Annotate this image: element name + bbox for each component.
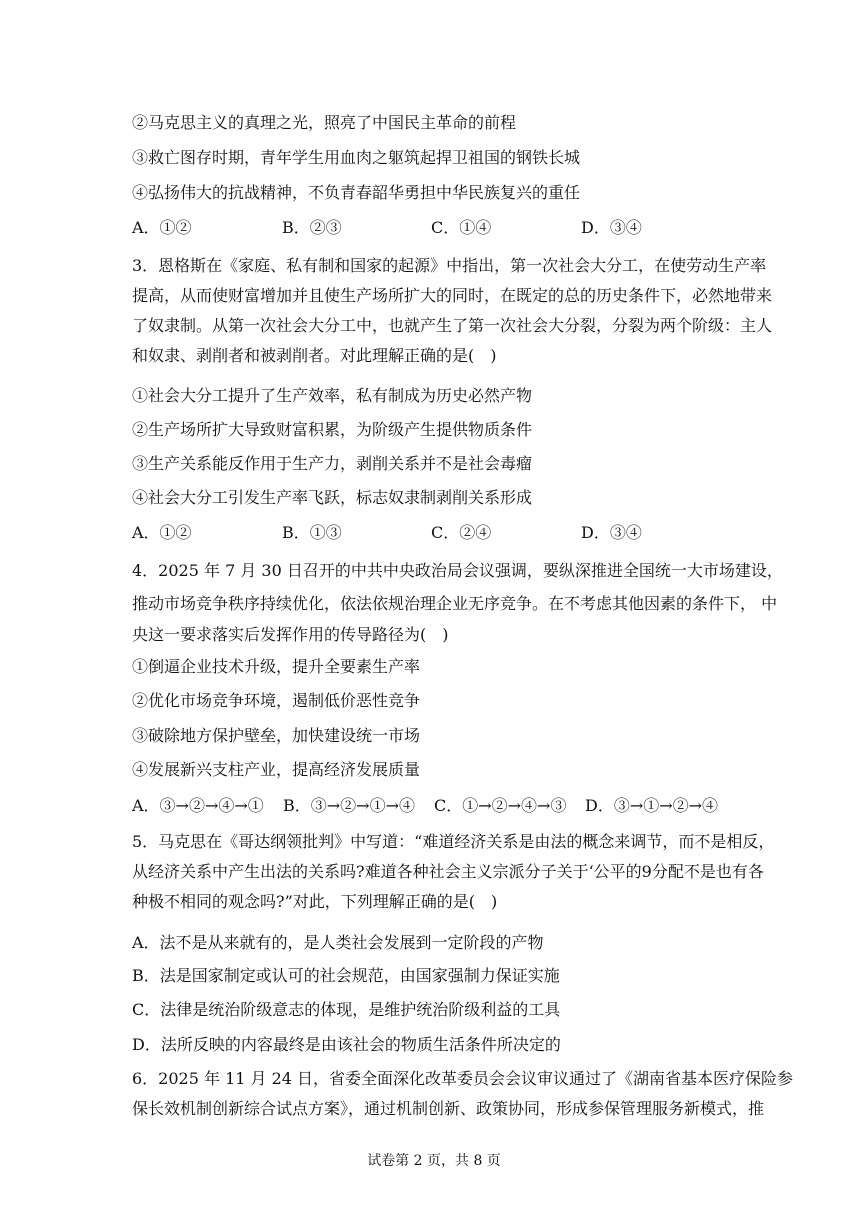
q5-option-a: A．法不是从来就有的，是人类社会发展到一定阶段的产物	[132, 933, 544, 952]
q5-stem-line-1: 5．马克思在《哥达纲领批判》中写道：“难道经济关系是由法的概念来调节，而不是相反，	[132, 832, 775, 851]
q3-option-c: C．②④	[431, 523, 492, 542]
q2-option-a: A．①②	[132, 218, 192, 237]
q4-stem-line-2: 推动市场竞争秩序持续优化，依法依规治理企业无序竞争。在不考虑其他因素的条件下， 中	[132, 594, 778, 613]
q3-item-4: ④社会大分工引发生产率飞跃，标志奴隶制剥削关系形成	[132, 488, 533, 507]
q4-item-1: ①倒逼企业技术升级，提升全要素生产率	[132, 657, 421, 676]
q2-item-4: ④弘扬伟大的抗战精神，不负青春韶华勇担中华民族复兴的重任	[132, 183, 581, 202]
q6-stem-line-1: 6．2025 年 11 月 24 日，省委全面深化改革委员会会议审议通过了《湖南省基本医疗保险参	[132, 1069, 794, 1088]
page-footer: 试卷第 2 页，共 8 页	[367, 1153, 501, 1169]
q3-stem-line-3: 了奴隶制。从第一次社会大分工中，也就产生了第一次社会大分裂，分裂为两个阶级：主人	[132, 316, 773, 335]
q4-item-3: ③破除地方保护壁垒，加快建设统一市场	[132, 726, 421, 745]
q2-option-b: B．②③	[282, 218, 342, 237]
q5-option-c: C．法律是统治阶级意志的体现，是维护统治阶级利益的工具	[132, 1000, 561, 1019]
q5-stem-line-2: 从经济关系中产生出法的关系吗?难道各种社会主义宗派分子关于‘公平的9分配不是也有各	[132, 862, 764, 881]
q3-stem-line-4: 和奴隶、剥削者和被剥削者。对此理解正确的是( )	[132, 346, 497, 365]
q3-option-a: A．①②	[132, 523, 192, 542]
q4-option-a: A．③→②→④→①	[132, 796, 264, 815]
q5-stem-line-3: 种极不相同的观念吗?”对此，下列理解正确的是( )	[132, 892, 498, 911]
q4-option-d: D．③→①→②→④	[585, 796, 719, 815]
q2-options	[132, 217, 642, 239]
q3-item-2: ②生产场所扩大导致财富积累，为阶级产生提供物质条件	[132, 420, 533, 439]
q3-item-1: ①社会大分工提升了生产效率，私有制成为历史必然产物	[132, 386, 533, 405]
q5-option-d: D．法所反映的内容最终是由该社会的物质生活条件所决定的	[132, 1035, 561, 1054]
q3-option-d: D．③④	[581, 523, 642, 542]
q4-option-c: C．①→②→④→③	[434, 796, 567, 815]
q3-item-3: ③生产关系能反作用于生产力，剥削关系并不是社会毒瘤	[132, 454, 533, 473]
q4-item-2: ②优化市场竞争环境，遏制低价恶性竞争	[132, 691, 421, 710]
q4-stem-line-1: 4．2025 年 7 月 30 日召开的中共中央政治局会议强调，要纵深推进全国统一大市场建设，	[132, 561, 783, 580]
q4-stem-line-3: 央这一要求落实后发挥作用的传导路径为( )	[132, 625, 449, 644]
q6-stem-line-2: 保长效机制创新综合试点方案》，通过机制创新、政策协同，形成参保管理服务新模式，推	[132, 1099, 765, 1118]
q2-item-2: ②马克思主义的真理之光，照亮了中国民主革命的前程	[132, 113, 517, 132]
q2-item-3: ③救亡图存时期，青年学生用血肉之躯筑起捍卫祖国的钢铁长城	[132, 148, 581, 167]
q2-option-c: C．①④	[431, 218, 492, 237]
q4-option-b: B．③→②→①→④	[283, 796, 415, 815]
q3-stem-line-2: 提高，从而使财富增加并且使生产场所扩大的同时，在既定的总的历史条件下，必然地带来	[132, 286, 773, 305]
q3-option-b: B．①③	[282, 523, 342, 542]
q4-item-4: ④发展新兴支柱产业，提高经济发展质量	[132, 760, 421, 779]
q2-option-d: D．③④	[581, 218, 642, 237]
q3-options	[132, 522, 642, 544]
q5-option-b: B．法是国家制定或认可的社会规范，由国家强制力保证实施	[132, 966, 560, 985]
q4-options	[132, 795, 718, 817]
q3-stem-line-1: 3．恩格斯在《家庭、私有制和国家的起源》中指出，第一次社会大分工，在使劳动生产率	[132, 256, 767, 275]
